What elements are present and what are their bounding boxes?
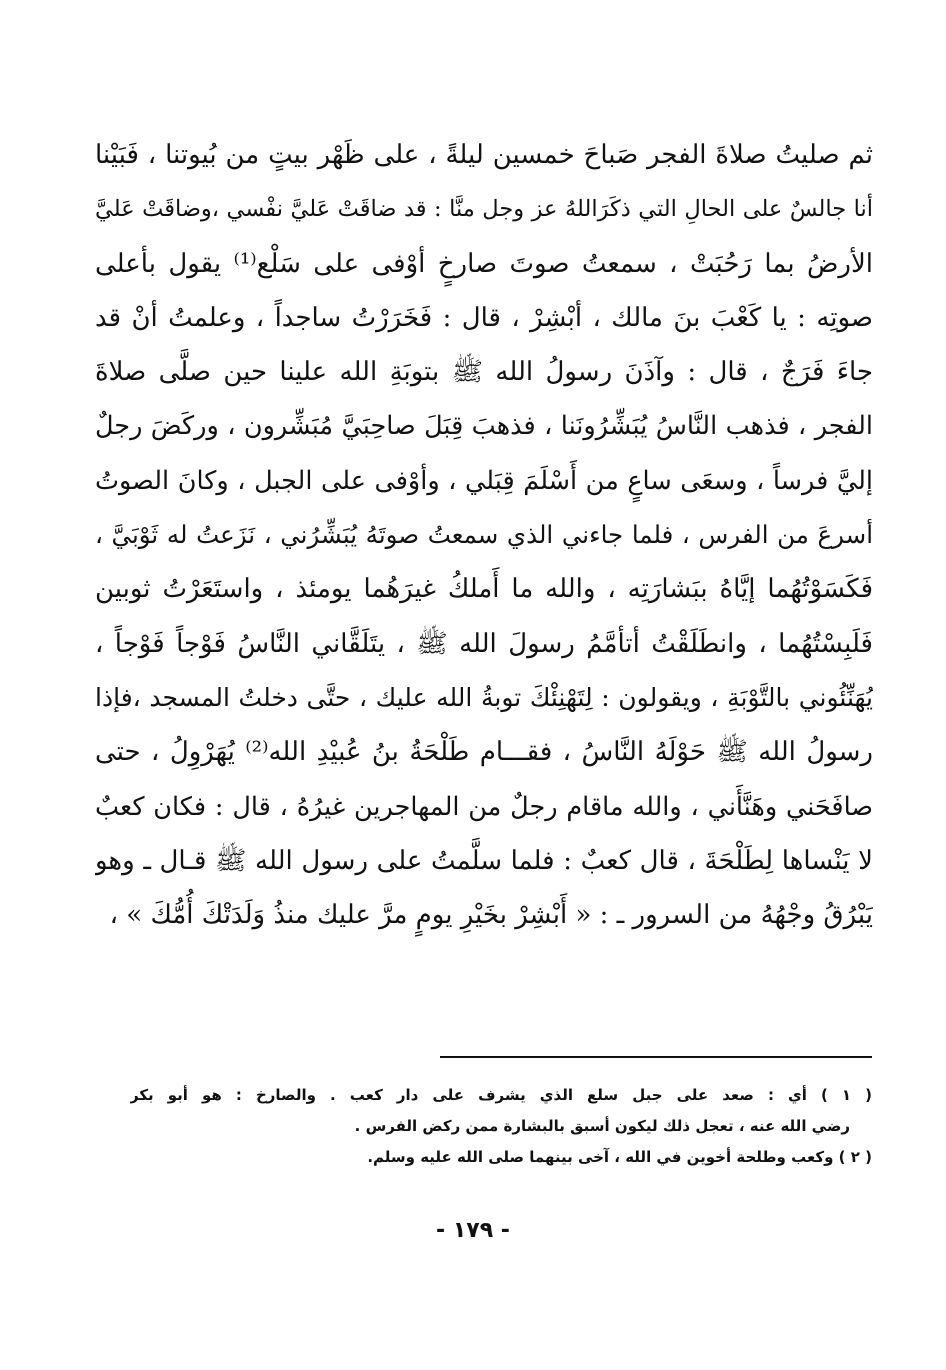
text-line: إليَّ فرساً ، وسعَى ساعٍ من أَسْلَمَ قِبَلي ، وأوْفى على الجبل ، وكانَ الصوتُ [95, 465, 873, 496]
text-line: فَلَبِسْتُهُما ، وانطَلَقْتُ أتأمَّمُ رسولَ الله ﷺ ، يتَلَقَّاني النَّاسُ فَوْجاً فَوْجاً ، [95, 628, 873, 659]
text-line: صوتِه : يا كَعْبَ بنَ مالك ، أبْشِرْ ، قال : فَخَرَرْتُ ساجداً ، وعلمتُ أنْ قد [95, 302, 873, 333]
text-line: لا يَنْساها لِطَلْحَةَ ، قال كعبٌ : فلما سلَّمتُ على رسول الله ﷺ قـال ـ وهو [95, 845, 873, 876]
main-text-block [95, 128, 873, 942]
text-line: فَكَسَوْتُهُما إيَّاهُ ببَشارَتِه ، والله ما أَملكُ غيرَهُما يومئذ ، واستَعَرْتُ ثوبين [95, 574, 873, 605]
text-line: رسولُ الله ﷺ حَوْلَهُ النَّاسُ ، فقـــام طَلْحَةُ بنُ عُبيْدِ الله⁽²⁾ يُهَرْوِلُ ، حتى [95, 737, 873, 768]
text-line: صافَحَني وهَنَّأَني ، والله ماقام رجلٌ من المهاجرين غيرُهُ ، قال : فكان كعبٌ [95, 791, 873, 822]
footnote-1-line-1: ( ١ ) أي : صعد على جبل سلع الذي يشرف على دار كعب . والصارخ : هو أبو بكر [130, 1086, 872, 1104]
text-line: ثم صليتُ صلاةَ الفجر صَباحَ خمسين ليلةً ، على ظَهْر بيتٍ من بُيوتنا ، فَبَيْنا [95, 140, 873, 170]
footnote-1-line-2: رضي الله عنه ، تعجل ذلك ليكون أسبق بالبشارة ممن ركض الفرس . [354, 1117, 850, 1135]
text-line: الأرضُ بما رَحُبَتْ ، سمعتُ صوتَ صارخٍ أوْفى على سَلْع⁽¹⁾ يقول بأعلى [95, 248, 873, 279]
footnotes-block [130, 1080, 872, 1173]
text-line: أسرعَ من الفرس ، فلما جاءني الذي سمعتُ صوتَهُ يُبَشِّرُني ، نَزَعتُ له ثَوْبَيَّ ، [95, 520, 873, 550]
text-line: جاءَ فَرَجٌ ، قال : وآذَنَ رسولُ الله ﷺ بتوبَةِ الله علينا حين صلَّى صلاةَ [95, 357, 873, 388]
footnote-2: ( ٢ ) وكعب وطلحة أخوين في الله ، آخى بينهما صلى الله عليه وسلم. [367, 1148, 872, 1166]
text-line: أنا جالسٌ على الحالِ التي ذكَرَاللهُ عز وجل منَّا : قد ضاقَتْ عَليَّ نفْسي ،وضاقَتْ عَليَّ [95, 196, 873, 223]
text-line: يُهَنِّئُوني بالتَّوْبَةِ ، ويقولون : لِتَهْنِئْكَ توبةُ الله عليك ، حتَّى دخلتُ المسجد ،فإذا [95, 682, 873, 712]
text-line: الفجر ، فذهب النَّاسُ يُبَشِّرُونَنا ، فذهبَ قِبَلَ صاحِبَيَّ مُبَشِّرون ، وركَضَ رجلٌ [95, 411, 873, 442]
text-line: يَبْرُقُ وجْهُهُ من السرور ـ : « أَبْشِرْ بخَيْرِ يومٍ مرَّ عليك منذُ وَلَدَتْكَ أُمُّكَ » ، [109, 900, 873, 931]
page-number: - ١٧٩ - [436, 1218, 510, 1243]
footnote-separator [440, 1056, 872, 1058]
